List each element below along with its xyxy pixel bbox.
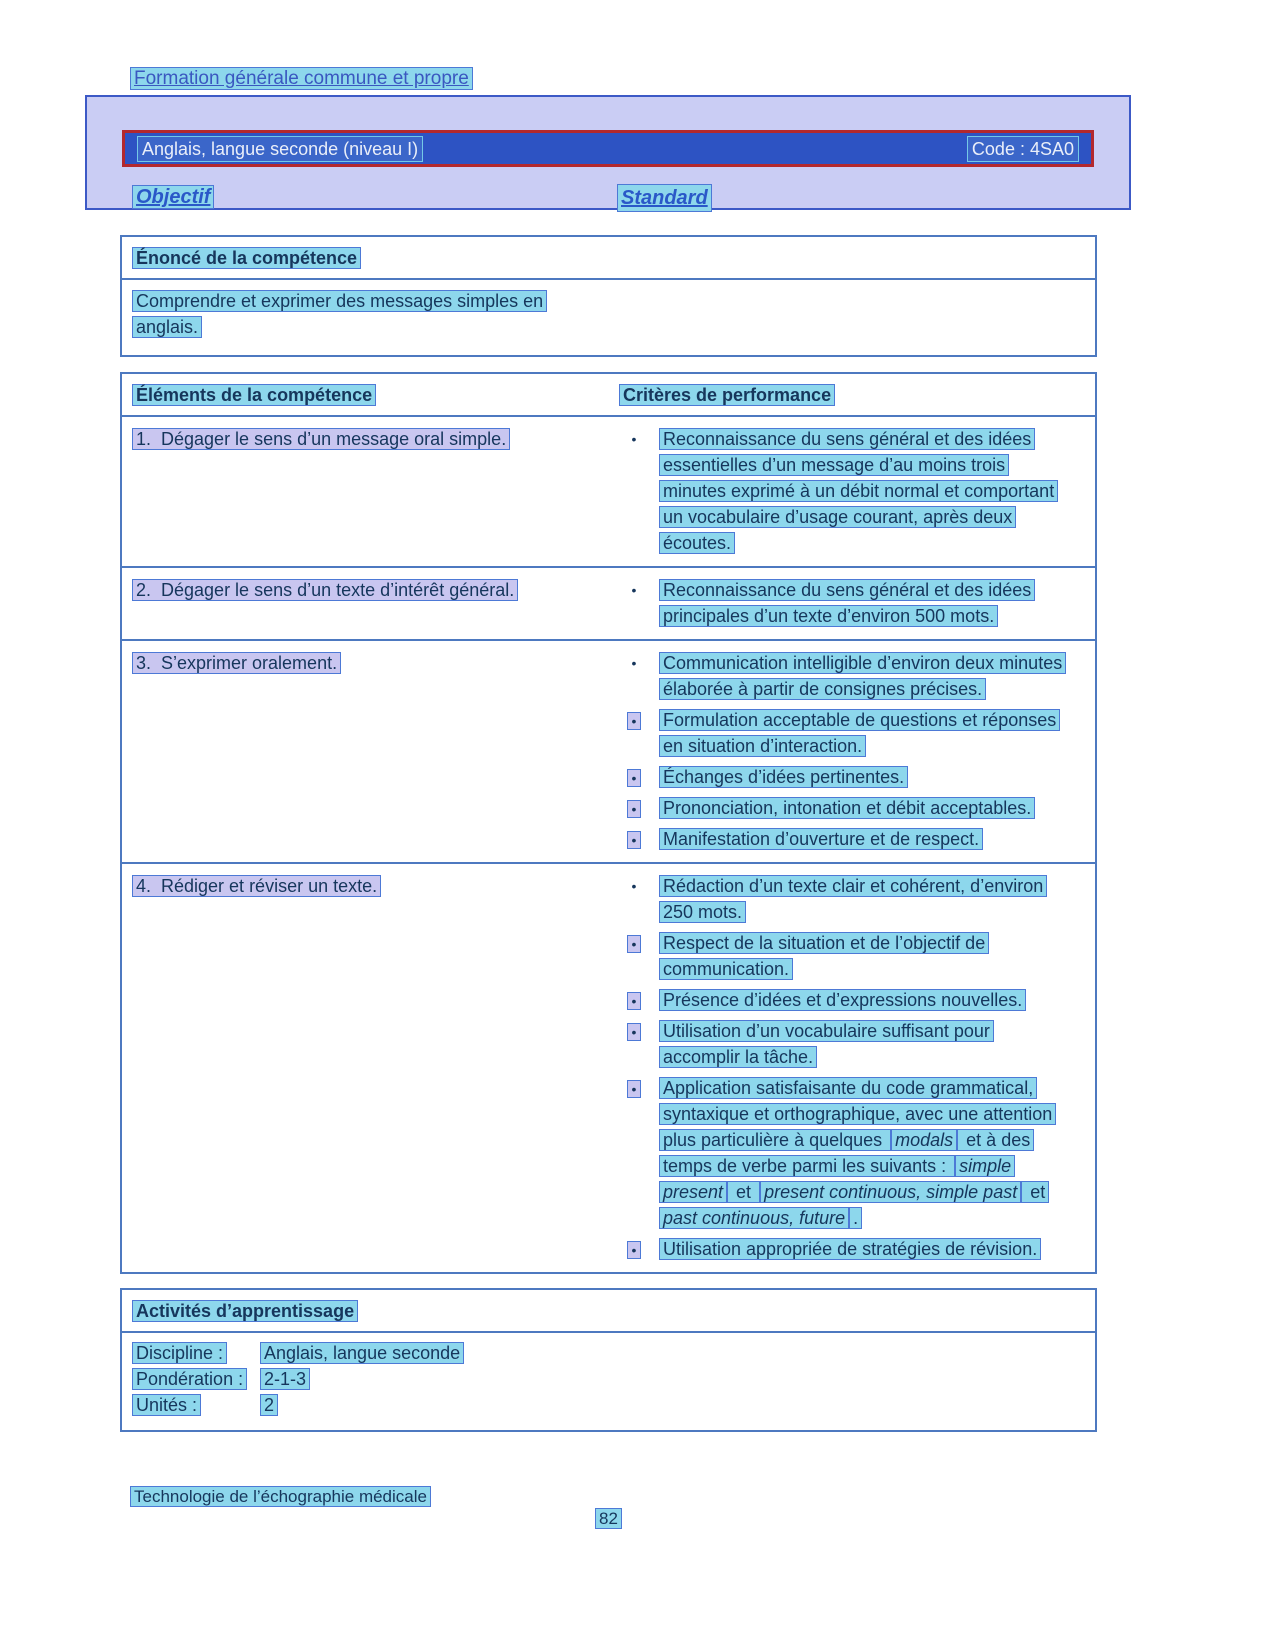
column-headers [132, 184, 1094, 210]
footer-page-number-text: 82 [595, 1508, 622, 1529]
elements-table [120, 372, 1097, 1274]
element-cell [122, 650, 619, 852]
bullet-icon: • [631, 582, 637, 598]
element-text: 4. Rédiger et réviser un texte. [132, 875, 381, 897]
footer-program-text: Technologie de l’échographie médicale [130, 1486, 431, 1507]
enonce-header-text: Énoncé de la compétence [132, 247, 361, 269]
elements-header-right-text: Critères de performance [619, 384, 835, 406]
criteria-cell [619, 873, 1095, 1262]
activity-value [260, 1340, 464, 1366]
elements-header-right [619, 382, 1095, 408]
criterion-run: Échanges d’idées pertinentes. [659, 766, 908, 788]
criterion-text [659, 930, 1071, 982]
activities-header [122, 1290, 1095, 1333]
title-banner-box [85, 95, 1131, 210]
criterion-run: Application satisfaisante du code grammatical, syntaxique et orthographique, avec une attention plus particulière à quelques [659, 1077, 1056, 1151]
bullet-icon: • [627, 992, 641, 1010]
activity-label-text: Pondération : [132, 1368, 247, 1390]
criterion-run: Prononciation, intonation et débit acceptables. [659, 797, 1035, 819]
criteria-cell [619, 650, 1095, 852]
criterion-run: Utilisation appropriée de stratégies de révision. [659, 1238, 1041, 1260]
activity-row [132, 1340, 1085, 1366]
criterion-text [659, 650, 1071, 702]
criterion-text [659, 764, 908, 790]
elements-rows [122, 417, 1095, 1272]
activity-value [260, 1392, 278, 1418]
banner-course-code: Code : 4SA0 [967, 136, 1079, 162]
criterion-item [619, 650, 1081, 702]
criterion-run: Reconnaissance du sens général et des idées principales d’un texte d’environ 500 mots. [659, 579, 1035, 627]
criterion-run: Formulation acceptable de questions et réponses en situation d’interaction. [659, 709, 1060, 757]
criterion-text [659, 826, 983, 852]
element-row [122, 639, 1095, 862]
criterion-item [619, 1075, 1081, 1231]
element-cell [122, 873, 619, 1262]
criterion-text [659, 707, 1071, 759]
criterion-run: Communication intelligible d’environ deux minutes élaborée à partir de consignes précises. [659, 652, 1066, 700]
activity-label [132, 1392, 260, 1418]
bullet-icon: • [627, 831, 641, 849]
criterion-item [619, 1018, 1081, 1070]
enonce-table [120, 235, 1097, 357]
criterion-run: Manifestation d’ouverture et de respect. [659, 828, 983, 850]
element-text: 2. Dégager le sens d’un texte d’intérêt général. [132, 579, 518, 601]
element-text: 1. Dégager le sens d’un message oral simple. [132, 428, 510, 450]
criterion-run-italic: past continuous, future [659, 1207, 849, 1229]
criterion-item [619, 873, 1081, 925]
enonce-text-span: Comprendre et exprimer des messages simples en anglais. [132, 290, 547, 338]
bullet-icon: • [627, 935, 641, 953]
criterion-text [659, 426, 1071, 556]
criterion-text [659, 987, 1026, 1013]
criterion-run: Utilisation d’un vocabulaire suffisant pour accomplir la tâche. [659, 1020, 994, 1068]
criterion-item [619, 1236, 1081, 1262]
activity-value-text: 2 [260, 1394, 278, 1416]
criterion-text [659, 795, 1035, 821]
bullet-icon: • [631, 431, 637, 447]
criterion-run: et [1021, 1181, 1049, 1203]
criterion-run: . [849, 1207, 862, 1229]
element-row [122, 566, 1095, 639]
criterion-text [659, 1236, 1041, 1262]
element-cell [122, 577, 619, 629]
element-cell [122, 426, 619, 556]
activity-value-text: Anglais, langue seconde [260, 1342, 464, 1364]
criterion-run: Reconnaissance du sens général et des idées essentielles d’un message d’au moins trois minutes exprimé à un débit normal et comportant un vocabulaire d’usage courant, après deux écoutes. [659, 428, 1058, 554]
criterion-run: Présence d’idées et d’expressions nouvelles. [659, 989, 1026, 1011]
activity-label-text: Unités : [132, 1394, 201, 1416]
element-row [122, 862, 1095, 1272]
criterion-run-italic: present continuous, simple past [760, 1181, 1021, 1203]
footer-program [130, 1486, 431, 1508]
activity-value [260, 1366, 310, 1392]
enonce-header [122, 237, 1095, 280]
footer-page-number [120, 1508, 1097, 1530]
course-banner [122, 130, 1094, 167]
enonce-body [122, 280, 1095, 355]
element-row [122, 417, 1095, 566]
activity-label [132, 1340, 260, 1366]
criterion-text [659, 1018, 1071, 1070]
activity-value-text: 2-1-3 [260, 1368, 310, 1390]
criterion-text [659, 577, 1071, 629]
bullet-icon: • [627, 1023, 641, 1041]
standard-label: Standard [617, 184, 712, 212]
elements-header-row [122, 374, 1095, 417]
bullet-icon: • [627, 1241, 641, 1259]
activities-table [120, 1288, 1097, 1432]
criterion-run-italic: modals [891, 1129, 957, 1151]
criterion-item [619, 826, 1081, 852]
criterion-item [619, 764, 1081, 790]
criterion-run: et [727, 1181, 760, 1203]
criterion-item [619, 930, 1081, 982]
bullet-icon: • [627, 1080, 641, 1098]
bullet-icon: • [631, 878, 637, 894]
activities-rows [122, 1333, 1095, 1430]
criterion-run: Rédaction d’un texte clair et cohérent, d’environ 250 mots. [659, 875, 1047, 923]
bullet-icon: • [627, 712, 641, 730]
section-title [130, 66, 1275, 92]
criterion-run: Respect de la situation et de l’objectif de communication. [659, 932, 989, 980]
activity-label-text: Discipline : [132, 1342, 227, 1364]
bullet-icon: • [627, 769, 641, 787]
elements-header-left-text: Éléments de la compétence [132, 384, 376, 406]
criterion-item [619, 987, 1081, 1013]
section-title-text: Formation générale commune et propre [130, 67, 473, 90]
criteria-cell [619, 426, 1095, 556]
activities-header-text: Activités d’apprentissage [132, 1300, 358, 1322]
criterion-item [619, 426, 1081, 556]
criterion-item [619, 577, 1081, 629]
banner-course-title: Anglais, langue seconde (niveau I) [137, 136, 423, 162]
criterion-text [659, 1075, 1071, 1231]
bullet-icon: • [627, 800, 641, 818]
criterion-text [659, 873, 1071, 925]
activity-row [132, 1366, 1085, 1392]
element-text: 3. S’exprimer oralement. [132, 652, 341, 674]
activity-label [132, 1366, 260, 1392]
objectif-label: Objectif [132, 185, 214, 209]
criterion-item [619, 795, 1081, 821]
criterion-run-italic: simple present [659, 1155, 1015, 1203]
criterion-run: et à des temps de verbe parmi les suivants : [659, 1129, 1034, 1177]
enonce-text [132, 288, 562, 340]
criterion-item [619, 707, 1081, 759]
elements-header-left [122, 382, 619, 408]
criteria-cell [619, 577, 1095, 629]
activity-row [132, 1392, 1085, 1418]
bullet-icon: • [631, 655, 637, 671]
